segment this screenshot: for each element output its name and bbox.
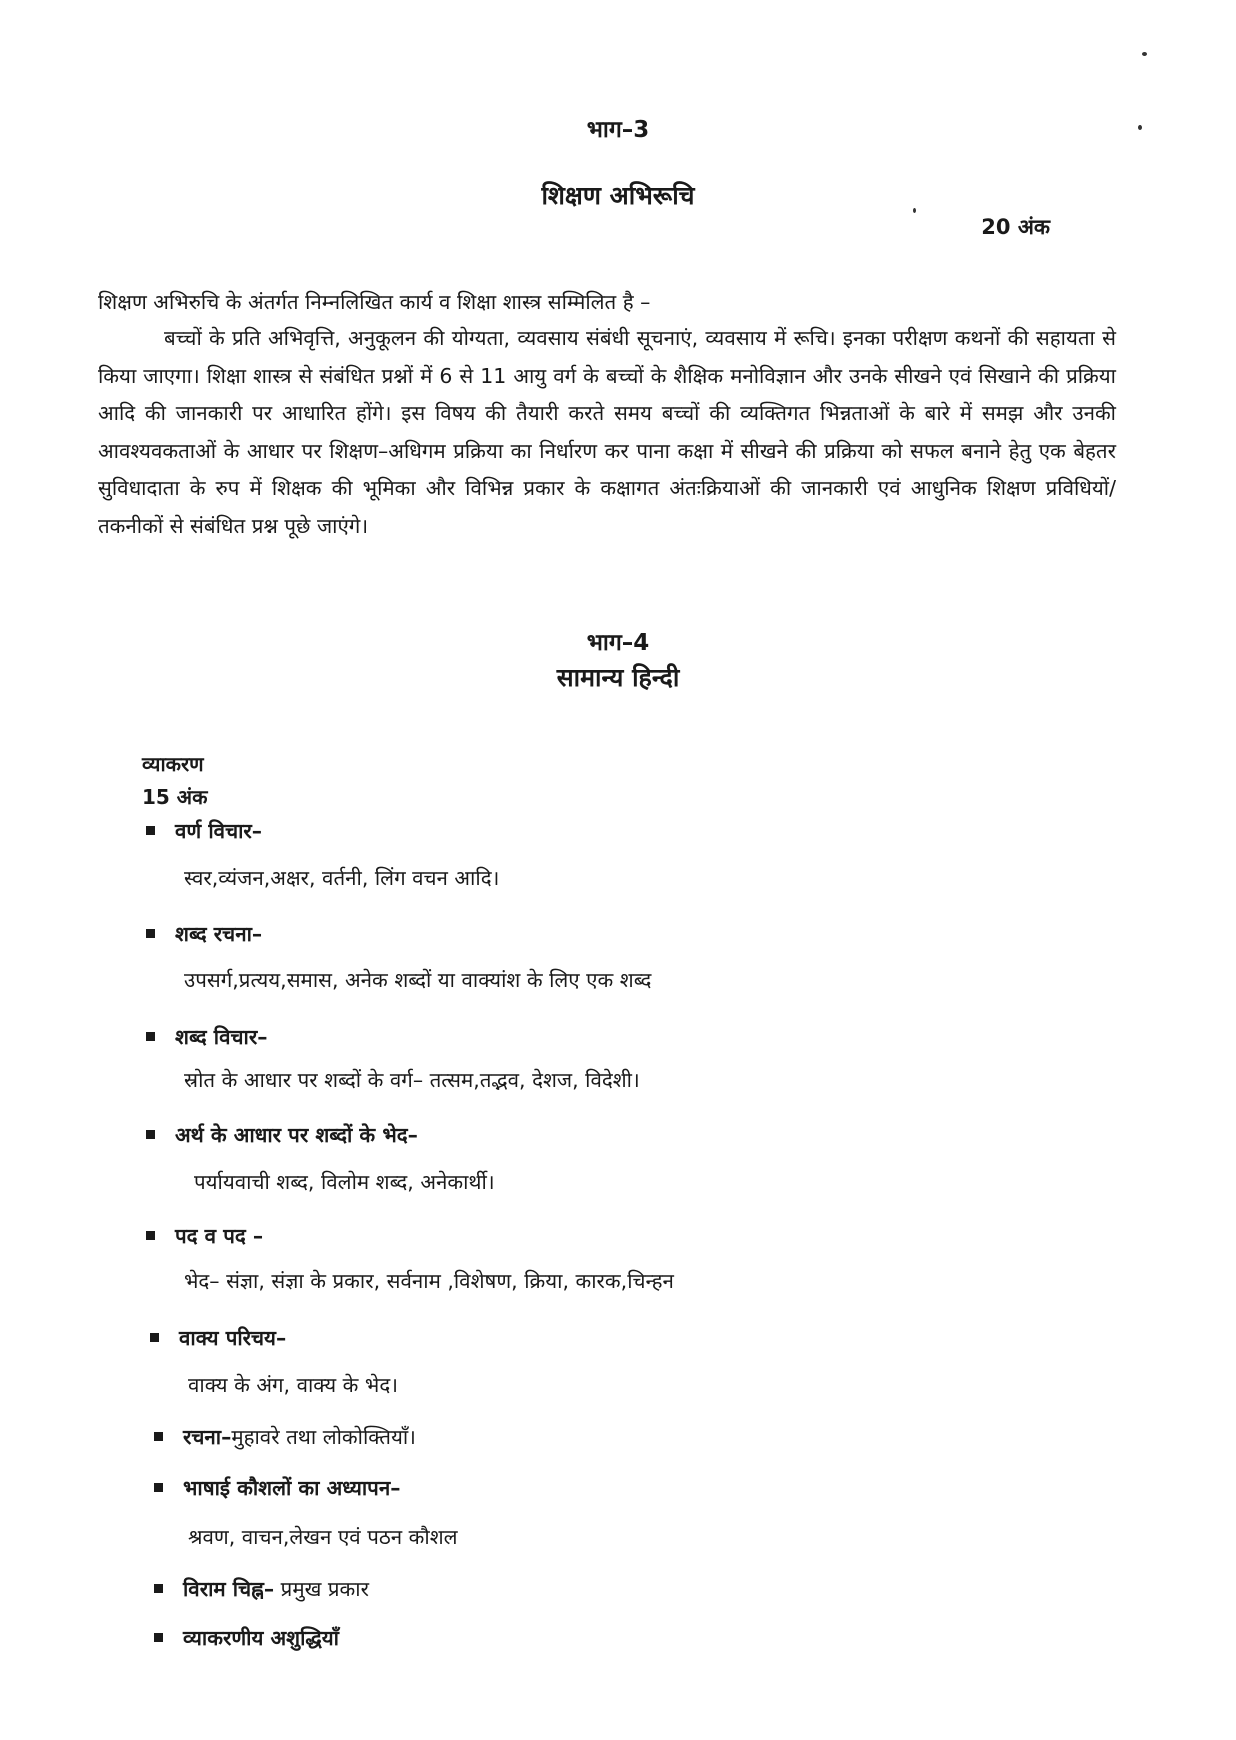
bullet-square-icon: [146, 1130, 155, 1139]
topic-detail: स्रोत के आधार पर शब्दों के वर्ग– तत्सम,तद्भव, देशज, विदेशी।: [184, 1068, 640, 1092]
part3-marks: 20 अंक: [981, 215, 1050, 239]
topic-detail: श्रवण, वाचन,लेखन एवं पठन कौशल: [188, 1525, 458, 1549]
topic-item: [154, 1474, 400, 1502]
topic-title: वर्ण विचार–: [175, 819, 263, 843]
bullet-square-icon: [154, 1584, 163, 1593]
bullet-square-icon: [150, 1333, 159, 1342]
topic-item: [146, 1222, 263, 1250]
topic-title: भाषाई कौशलों का अध्यापन–: [183, 1476, 401, 1500]
part3-body: बच्चों के प्रति अभिवृत्ति, अनुकूलन की योग्यता, व्यवसाय संबंधी सूचनाएं, व्यवसाय में रूचि। इनका परीक्षण कथनों की सहायता से किया जाएगा। शिक्षा शास्त्र से संबंधित प्रश्नों में 6 से 11 आयु वर्ग के बच्चों के शैक्षिक मनोविज्ञान और उनके सीखने एवं सिखाने की प्रक्रिया आदि की जानकारी पर आधारित होंगे। इस विषय की तैयारी करते समय बच्चों की व्यक्तिगत भिन्नताओं के बारे में समझ और उनकी आवश्यवकताओं के आधार पर शिक्षण–अधिगम प्रक्रिया का निर्धारण कर पाना कक्षा में सीखने की प्रक्रिया को सफल बनाने हेतु एक बेहतर सुविधादाता के रुप में शिक्षक की भूमिका और विभिन्न प्रकार के कक्षागत अंतःक्रियाओं की जानकारी एवं आधुनिक शिक्षण प्रविधियों/तकनीकों से संबंधित प्रश्न पूछे जाएंगे।: [98, 326, 1116, 538]
part4-title: सामान्य हिन्दी: [556, 663, 680, 692]
bullet-square-icon: [146, 1231, 155, 1240]
topic-item: [146, 817, 262, 845]
bullet-square-icon: [154, 1483, 163, 1492]
topic-title: विराम चिह्न–: [183, 1577, 275, 1601]
topic-title: रचना–: [183, 1425, 232, 1449]
bullet-square-icon: [146, 1032, 155, 1041]
part3-title: शिक्षण अभिरूचि: [541, 181, 695, 210]
part3-heading: भाग–3: [586, 117, 650, 143]
topic-item: [146, 1023, 267, 1051]
topic-title: शब्द विचार–: [175, 1025, 268, 1049]
grammar-section-marks: 15 अंक: [142, 785, 208, 809]
topic-detail: वाक्य के अंग, वाक्य के भेद।: [188, 1373, 398, 1397]
bullet-square-icon: [154, 1633, 163, 1642]
grammar-section-label: व्याकरण: [142, 752, 204, 776]
bullet-square-icon: [146, 826, 155, 835]
topic-item: [154, 1423, 416, 1451]
topic-title: व्याकरणीय अशुद्धियाँ: [183, 1626, 339, 1650]
topic-title: पद व पद –: [175, 1224, 264, 1248]
topic-item: [146, 920, 262, 948]
topic-detail: स्वर,व्यंजन,अक्षर, वर्तनी, लिंग वचन आदि।: [184, 866, 500, 890]
topic-title: शब्द रचना–: [175, 922, 263, 946]
bullet-square-icon: [146, 929, 155, 938]
scan-speck: [1142, 52, 1147, 56]
topic-rest: प्रमुख प्रकार: [274, 1577, 369, 1601]
part4-heading: भाग–4: [586, 630, 650, 656]
bullet-square-icon: [154, 1432, 163, 1441]
topic-title: वाक्य परिचय–: [179, 1326, 287, 1350]
topic-detail: भेद– संज्ञा, संज्ञा के प्रकार, सर्वनाम ,विशेषण, क्रिया, कारक,चिन्हन: [184, 1269, 674, 1293]
topic-item: [146, 1121, 418, 1149]
topic-detail: पर्यायवाची शब्द, विलोम शब्द, अनेकार्थी।: [194, 1170, 495, 1194]
topic-rest: मुहावरे तथा लोकोक्तियाँ।: [231, 1425, 416, 1449]
topic-detail: उपसर्ग,प्रत्यय,समास, अनेक शब्दों या वाक्यांश के लिए एक शब्द: [184, 968, 652, 992]
topic-item: [154, 1575, 369, 1603]
topic-item: [150, 1324, 286, 1352]
part3-intro: शिक्षण अभिरुचि के अंतर्गत निम्नलिखित कार्य व शिक्षा शास्त्र सम्मिलित है –: [98, 290, 651, 314]
topic-title: अर्थ के आधार पर शब्दों के भेद–: [175, 1123, 418, 1147]
topic-item: [154, 1624, 339, 1652]
